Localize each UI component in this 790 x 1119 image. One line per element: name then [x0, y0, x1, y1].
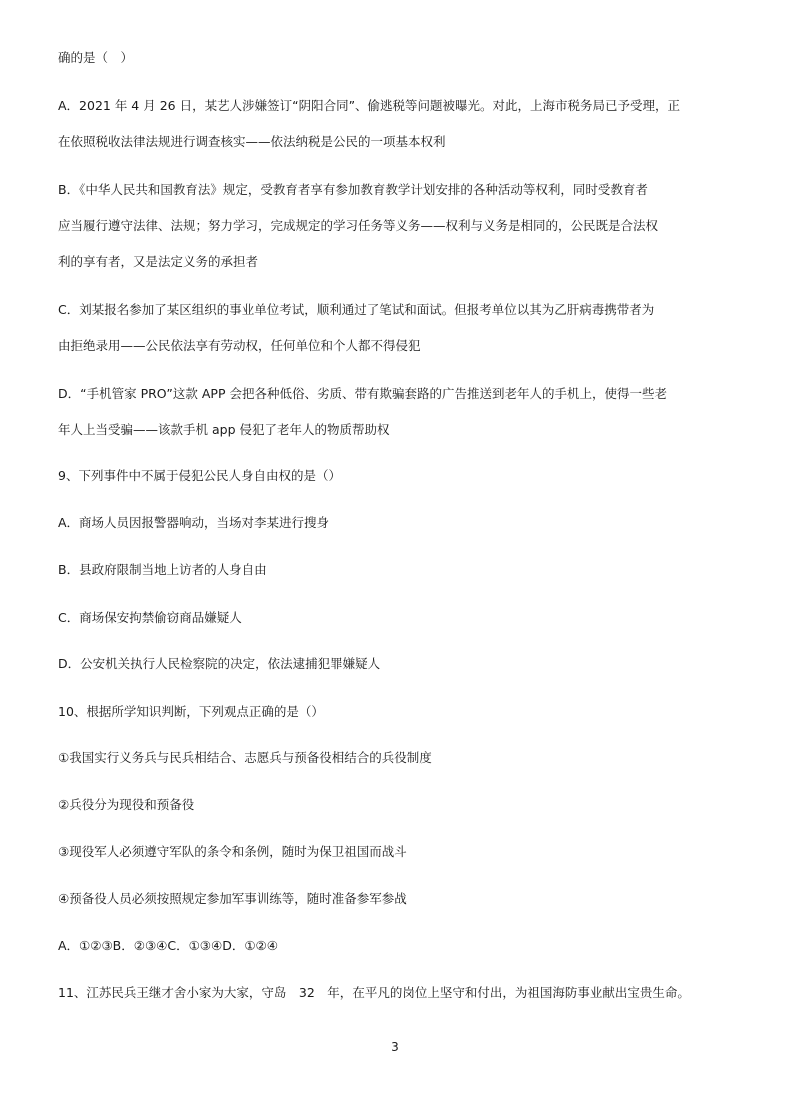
q10-statement-1: ①我国实行义务兵与民兵相结合、志愿兵与预备役相结合的兵役制度	[58, 750, 432, 765]
q9-stem: 9、下列事件中不属于侵犯公民人身自由权的是（）	[58, 468, 341, 483]
q10-stem: 10、根据所学知识判断，下列观点正确的是（）	[58, 704, 324, 719]
q10-options: A．①②③B．②③④C．①③④D．①②④	[58, 938, 278, 953]
q8-option-c-line1: C．刘某报名参加了某区组织的事业单位考试，顺利通过了笔试和面试。但报考单位以其为乙肝病毒携带者为	[58, 302, 655, 317]
q8-stem-tail: 确的是（ ）	[58, 50, 134, 65]
page-number: 3	[391, 1040, 399, 1054]
q8-option-d-line2: 年人上当受骗——该款手机 app 侵犯了老年人的物质帮助权	[58, 422, 390, 437]
q8-option-b-line1: B．《中华人民共和国教育法》规定，受教育者享有参加教育教学计划安排的各种活动等权利，同时受教育者	[58, 182, 648, 197]
q9-option-d: D．公安机关执行人民检察院的决定，依法逮捕犯罪嫌疑人	[58, 656, 381, 671]
q8-option-a-line1: A．2021 年 4 月 26 日，某艺人涉嫌签订“阴阳合同”、偷逃税等问题被曝光。对此，上海市税务局已予受理，正	[58, 98, 681, 113]
q9-option-a: A．商场人员因报警器响动，当场对李某进行搜身	[58, 515, 330, 530]
q8-option-a-line2: 在依照税收法律法规进行调查核实——依法纳税是公民的一项基本权利	[58, 134, 446, 149]
q11-stem: 11、江苏民兵王继才舍小家为大家，守岛 32 年，在平凡的岗位上坚守和付出，为祖国海防事业献出宝贵生命。	[58, 985, 690, 1000]
q10-statement-3: ③现役军人必须遵守军队的条令和条例，随时为保卫祖国而战斗	[58, 844, 407, 859]
q10-statement-4: ④预备役人员必须按照规定参加军事训练等，随时准备参军参战	[58, 891, 407, 906]
q8-option-b-line3: 利的享有者，又是法定义务的承担者	[58, 254, 259, 269]
q8-option-c-line2: 由拒绝录用——公民依法享有劳动权，任何单位和个人都不得侵犯	[58, 338, 421, 353]
q9-option-b: B．县政府限制当地上访者的人身自由	[58, 562, 267, 577]
q8-option-d-line1: D．“手机管家 PRO”这款 APP 会把各种低俗、劣质、带有欺骗套路的广告推送到老年人的手机上，使得一些老	[58, 386, 667, 401]
q8-option-b-line2: 应当履行遵守法律、法规；努力学习，完成规定的学习任务等义务——权利与义务是相同的，公民既是合法权	[58, 218, 659, 233]
q10-statement-2: ②兵役分为现役和预备役	[58, 797, 195, 812]
q9-option-c: C．商场保安拘禁偷窃商品嫌疑人	[58, 610, 242, 625]
